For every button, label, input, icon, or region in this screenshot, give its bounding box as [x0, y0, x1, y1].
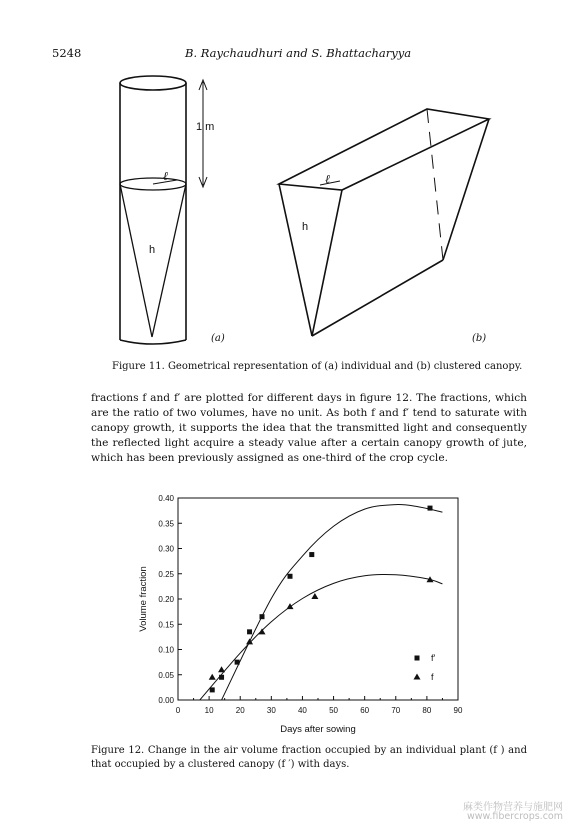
panel-b-label: (b): [472, 333, 487, 344]
prism-hidden-edge: [427, 109, 443, 260]
data-point-f-prime: [288, 574, 293, 579]
legend-marker-f-prime: [415, 656, 420, 661]
prism-top-face: [279, 109, 489, 190]
x-tick-label: 70: [391, 706, 401, 715]
data-point-f: [311, 593, 318, 599]
data-point-f: [287, 603, 294, 609]
prism-right-edge: [443, 119, 489, 260]
label-l-b: ℓ: [325, 172, 330, 186]
data-point-f: [246, 638, 253, 644]
x-tick-label: 50: [329, 706, 339, 715]
running-header-authors: B. Raychaudhuri and S. Bhattacharyya: [185, 46, 412, 60]
cone-right-edge: [152, 184, 186, 337]
data-point-f: [209, 674, 216, 680]
fit-curve-f-prime: [222, 504, 443, 700]
label-1m: 1 m: [196, 121, 215, 133]
data-point-f-prime: [235, 660, 240, 665]
legend-label-f: f: [431, 672, 434, 682]
y-tick-label: 0.15: [158, 620, 174, 630]
y-tick-label: 0.30: [158, 544, 174, 554]
label-h-a: h: [149, 244, 156, 256]
figure-12-chart: [120, 488, 480, 738]
y-tick-label: 0.40: [158, 494, 174, 503]
x-tick-label: 0: [175, 706, 181, 715]
data-point-f-prime: [219, 675, 224, 680]
cylinder-bottom-curve: [120, 340, 186, 344]
y-tick-label: 0.10: [158, 645, 174, 655]
x-tick-label: 20: [235, 706, 245, 715]
figure-11-caption: Figure 11. Geometrical representation of (a) individual and (b) clustered canopy.: [112, 361, 523, 372]
data-point-f-prime: [428, 506, 433, 511]
page-number: 5248: [52, 46, 82, 60]
x-axis-label: Days after sowing: [280, 724, 356, 735]
y-tick-label: 0.20: [158, 595, 174, 604]
data-point-f-prime: [260, 614, 265, 619]
watermark-url: www.fibercrops.com: [466, 811, 563, 822]
fit-curve-f: [200, 574, 443, 700]
data-point-f-prime: [309, 552, 314, 557]
data-point-f: [259, 628, 266, 634]
x-tick-label: 10: [204, 706, 214, 715]
prism-bottom-edge: [312, 260, 443, 336]
x-tick-label: 80: [422, 706, 432, 715]
prism-left-edge: [279, 184, 312, 336]
legend-marker-f: [414, 674, 421, 680]
body-paragraph: fractions f and f′ are plotted for different days in figure 12. The fractions, which are the ratio of two volumes, have no unit. As both f and f′ tend to saturate with canopy growth, it supports the idea that the transmitted light and consequently the reflected light acquire a steady value after a certain canopy growth of jute, which has been previously assigned as one-third of the crop cycle.: [91, 392, 527, 464]
prism-front-edge: [312, 190, 342, 336]
x-tick-label: 30: [266, 706, 276, 715]
y-tick-label: 0.25: [158, 569, 174, 579]
cone-left-edge: [120, 184, 152, 337]
cylinder-top-ellipse: [120, 76, 186, 90]
x-tick-label: 90: [453, 706, 463, 715]
label-h-b: h: [302, 221, 309, 233]
figure-11-diagram: [0, 0, 581, 360]
label-l-a: ℓ: [163, 169, 168, 183]
watermark-cn: 麻类作物营养与施肥网: [463, 802, 563, 813]
x-tick-label: 60: [360, 706, 370, 715]
legend-label-f-prime: f′: [431, 653, 436, 663]
x-tick-label: 40: [297, 706, 307, 715]
figure-12-caption: Figure 12. Change in the air volume fraction occupied by an individual plant (f ) and that occupied by a clustered canopy (f ′) with days.: [91, 745, 527, 770]
y-tick-label: 0.05: [158, 670, 174, 680]
y-tick-label: 0.00: [158, 696, 174, 705]
data-point-f: [218, 666, 225, 672]
panel-a-label: (a): [211, 333, 225, 344]
radius-line-b: [320, 181, 340, 185]
data-point-f-prime: [247, 629, 252, 634]
y-axis-label: Volume fraction: [138, 566, 149, 632]
y-tick-label: 0.35: [158, 519, 174, 529]
